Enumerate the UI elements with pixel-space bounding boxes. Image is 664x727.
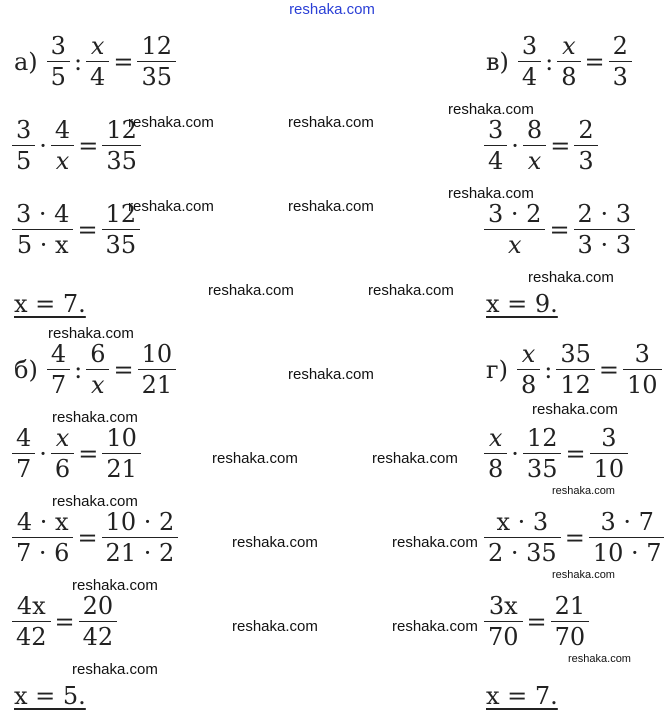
watermark: reshaka.com [208,282,294,299]
watermark: reshaka.com [128,114,214,131]
problem-v-line-1: в) $\frac{3}{4}$ : $\frac{x}{8}$ = $\frac{2}{3}$ [486,34,630,89]
fraction: $\frac{2}{3}$ [576,118,595,173]
problem-b-line-3: $\frac{4 \cdot x}{7 \cdot 6}$ = $\frac{10 \cdot 2}{21 \cdot 2}$ [14,510,176,565]
fraction: $\frac{10 \cdot 2}{21 \cdot 2}$ [104,510,177,565]
fraction: $\frac{35}{12}$ [558,342,593,397]
fraction: $\frac{x}{8}$ [486,426,505,481]
fraction: $\frac{3 \cdot 2}{x}$ [486,202,543,257]
fraction: $\frac{12}{35}$ [525,426,560,481]
fraction: $\frac{3}{4}$ [486,118,505,173]
problem-a-label: а) [14,47,38,76]
watermark: reshaka.com [368,282,454,299]
fraction: $\frac{4}{7}$ [14,426,33,481]
fraction: $\frac{12}{35}$ [104,202,139,257]
fraction: $\frac{3x}{70}$ [486,594,521,649]
problem-v-answer: x = 9. [486,290,558,318]
fraction: $\frac{6}{x}$ [88,342,107,397]
watermark: reshaka.com [568,653,631,665]
problem-b-answer: x = 5. [14,682,86,710]
fraction: $\frac{x}{8}$ [519,342,538,397]
watermark: reshaka.com [72,661,158,678]
problem-a-line-2: $\frac{3}{5}$ · $\frac{4}{x}$ = $\frac{12}{35}$ [14,118,139,173]
site-link[interactable]: reshaka.com [289,1,375,18]
problem-g-line-1: г) $\frac{x}{8}$ : $\frac{35}{12}$ = $\frac{3}{10}$ [486,342,660,397]
watermark: reshaka.com [448,101,534,118]
fraction: $\frac{12}{35}$ [139,34,174,89]
problem-b-line-4: $\frac{4x}{42}$ = $\frac{20}{42}$ [14,594,115,649]
watermark: reshaka.com [392,534,478,551]
fraction: $\frac{x}{4}$ [88,34,107,89]
problem-g-line-4: $\frac{3x}{70}$ = $\frac{21}{70}$ [486,594,587,649]
fraction: $\frac{20}{42}$ [81,594,116,649]
watermark: reshaka.com [448,185,534,202]
problem-g-line-2: $\frac{x}{8}$ · $\frac{12}{35}$ = $\frac{3}{10}$ [486,426,626,481]
fraction: $\frac{3 \cdot 7}{10 \cdot 7}$ [591,510,664,565]
problem-g-line-3: $\frac{x \cdot 3}{2 \cdot 35}$ = $\frac{3 \cdot 7}{10 \cdot 7}$ [486,510,664,565]
watermark: reshaka.com [288,198,374,215]
fraction: $\frac{12}{35}$ [104,118,139,173]
fraction: $\frac{2}{3}$ [611,34,630,89]
watermark: reshaka.com [288,366,374,383]
problem-a-line-3: $\frac{3 \cdot 4}{5 \cdot x}$ = $\frac{12}{35}$ [14,202,138,257]
fraction: $\frac{4x}{42}$ [14,594,49,649]
fraction: $\frac{3}{5}$ [49,34,68,89]
watermark: reshaka.com [128,198,214,215]
fraction: $\frac{x}{8}$ [559,34,578,89]
fraction: $\frac{3 \cdot 4}{5 \cdot x}$ [14,202,71,257]
fraction: $\frac{8}{x}$ [525,118,544,173]
watermark: reshaka.com [232,534,318,551]
problem-v-line-2: $\frac{3}{4}$ · $\frac{8}{x}$ = $\frac{2}{3}$ [486,118,596,173]
fraction: $\frac{3}{5}$ [14,118,33,173]
watermark: reshaka.com [528,269,614,286]
watermark: reshaka.com [288,114,374,131]
fraction: $\frac{21}{70}$ [553,594,588,649]
fraction: $\frac{10}{21}$ [104,426,139,481]
problem-a-answer: x = 7. [14,290,86,318]
fraction: $\frac{3}{10}$ [592,426,627,481]
fraction: $\frac{2 \cdot 3}{3 \cdot 3}$ [576,202,633,257]
watermark: reshaka.com [212,450,298,467]
problem-b-label: б) [14,355,38,384]
problem-g-label: г) [486,355,508,384]
fraction: $\frac{10}{21}$ [140,342,175,397]
fraction: $\frac{4}{x}$ [53,118,72,173]
fraction: $\frac{x \cdot 3}{2 \cdot 35}$ [486,510,559,565]
watermark: reshaka.com [552,485,615,497]
problem-b-line-1: б) $\frac{4}{7}$ : $\frac{6}{x}$ = $\frac{10}{21}$ [14,342,174,397]
fraction: $\frac{4}{7}$ [49,342,68,397]
problem-g-answer: x = 7. [486,682,558,710]
problem-v-line-3: $\frac{3 \cdot 2}{x}$ = $\frac{2 \cdot 3}{3 \cdot 3}$ [486,202,633,257]
problem-a-line-1: а) $\frac{3}{5}$ : $\frac{x}{4}$ = $\frac{12}{35}$ [14,34,174,89]
watermark: reshaka.com [392,618,478,635]
watermark: reshaka.com [52,409,138,426]
watermark: reshaka.com [372,450,458,467]
watermark: reshaka.com [72,577,158,594]
watermark: reshaka.com [52,493,138,510]
watermark: reshaka.com [232,618,318,635]
problem-b-line-2: $\frac{4}{7}$ · $\frac{x}{6}$ = $\frac{10}{21}$ [14,426,139,481]
fraction: $\frac{3}{4}$ [520,34,539,89]
watermark: reshaka.com [48,325,134,342]
watermark: reshaka.com [532,401,618,418]
fraction: $\frac{3}{10}$ [625,342,660,397]
fraction: $\frac{4 \cdot x}{7 \cdot 6}$ [14,510,71,565]
watermark: reshaka.com [552,569,615,581]
problem-v-label: в) [486,47,509,76]
fraction: $\frac{x}{6}$ [53,426,72,481]
